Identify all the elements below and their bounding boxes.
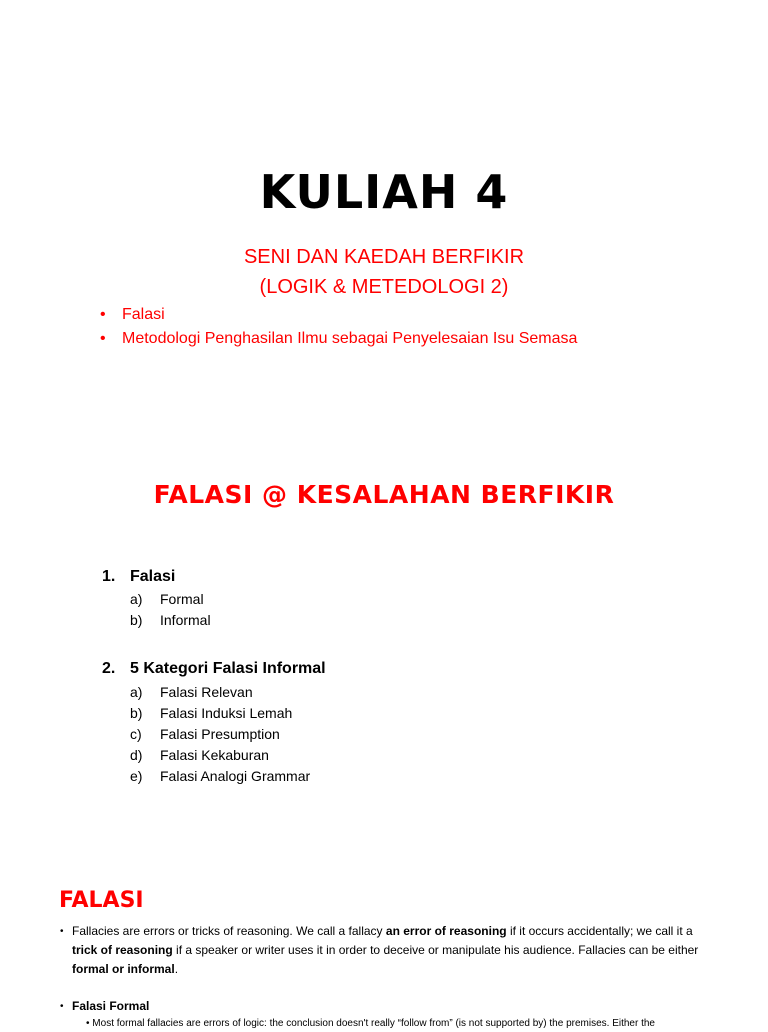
bullet-text: Metodologi Penghasilan Ilmu sebagai Penyelesaian Isu Semasa <box>122 330 578 347</box>
sub-text: Falasi Induksi Lemah <box>160 705 293 721</box>
list-number: 1. <box>102 568 116 585</box>
slide2-title: FALASI @ KESALAHAN BERFIKIR <box>153 480 615 509</box>
slide1-subtitle-line2: (LOGIK & METEDOLOGI 2) <box>259 276 509 298</box>
list-label: Falasi <box>130 568 176 585</box>
emphasis-text: trick of reasoning <box>72 943 173 957</box>
text-run: if a speaker or writer uses it in order to deceive or manipulate his audience. Fallacies can be either <box>172 943 699 957</box>
sub-text: Falasi Analogi Grammar <box>160 768 311 784</box>
sub-letter: b) <box>130 705 143 721</box>
sub-letter: b) <box>130 612 143 628</box>
slide1-title: KULIAH 4 <box>259 165 509 219</box>
sub-text: Falasi Relevan <box>160 684 253 700</box>
heading-falasi-formal <box>60 997 710 1016</box>
bullet-text: Falasi <box>122 306 165 323</box>
text-run: . <box>174 962 179 976</box>
paragraph-formal-fallacies <box>86 1016 706 1032</box>
list-number: 2. <box>102 660 116 677</box>
bullet-icon: • <box>100 330 106 347</box>
emphasis-text: formal or informal <box>72 962 175 976</box>
sub-letter: c) <box>130 726 142 742</box>
bullet-icon: • <box>86 1018 90 1029</box>
slide1-subtitle-line1: SENI DAN KAEDAH BERFIKIR <box>243 246 525 268</box>
sub-text: Falasi Kekaburan <box>160 747 269 763</box>
paragraph-fallacy-definition <box>60 922 710 979</box>
bullet-icon: • <box>60 926 64 937</box>
sub-text: Formal <box>160 591 204 607</box>
emphasis-text: an error of reasoning <box>385 924 507 938</box>
text-run: Most formal fallacies are errors of logic: the conclusion doesn't really “follow from” (is not supported by) the premises. Either the <box>92 1018 655 1029</box>
sub-letter: a) <box>130 684 143 700</box>
sub-text: Informal <box>160 612 211 628</box>
list-label: 5 Kategori Falasi Informal <box>130 660 326 677</box>
text-run: Fallacies are errors or tricks of reasoning. We call a fallacy <box>72 924 386 938</box>
sub-letter: a) <box>130 591 143 607</box>
bullet-icon: • <box>60 1001 64 1012</box>
text-run: if it occurs accidentally; we call it a <box>506 924 693 938</box>
sub-letter: d) <box>130 747 143 763</box>
sub-letter: e) <box>130 768 143 784</box>
bullet-icon: • <box>100 306 106 323</box>
slide3-title: FALASI <box>59 888 144 913</box>
sub-text: Falasi Presumption <box>160 726 280 742</box>
emphasis-text: Falasi Formal <box>72 999 150 1013</box>
